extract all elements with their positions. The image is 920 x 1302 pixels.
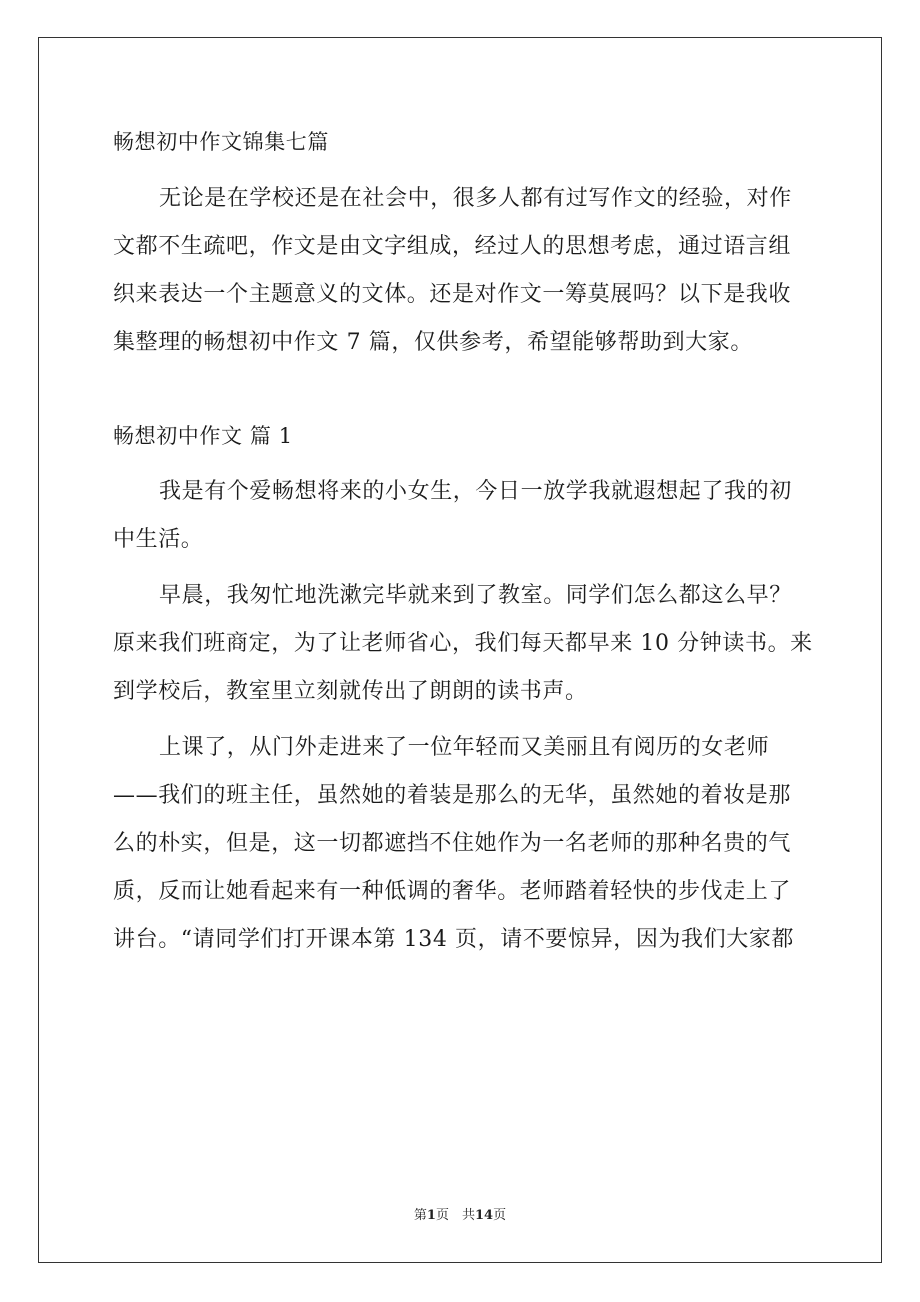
text-line: 上课了，从门外走进来了一位年轻而又美丽且有阅历的女老师 [159, 735, 770, 760]
text-line: 质，反而让她看起来有一种低调的奢华。老师踏着轻快的步伐走上了 [113, 879, 792, 904]
text-line: 原来我们班商定，为了让老师省心，我们每天都早来 10 分钟读书。来 [113, 631, 813, 656]
text-line: 早晨，我匆忙地洗漱完毕就来到了教室。同学们怎么都这么早？ [159, 583, 792, 608]
text-line: ——我们的班主任，虽然她的着装是那么的无华，虽然她的着妆是那 [113, 783, 792, 808]
section-heading: 畅想初中作文 篇 1 [113, 424, 293, 448]
text-line: 么的朴实，但是，这一切都遮挡不住她作为一名老师的那种名贵的气 [113, 831, 792, 856]
intro-paragraph [113, 175, 813, 367]
text-line: 到学校后，教室里立刻就传出了朗朗的读书声。 [113, 679, 588, 704]
footer-suffix: 页 [493, 1208, 507, 1223]
text-line: 讲台。“请同学们打开课本第 134 页，请不要惊异，因为我们大家都 [113, 927, 795, 952]
text-line: 织来表达一个主题意义的文体。还是对作文一筹莫展吗？以下是我收 [113, 282, 792, 307]
text-line: 文都不生疏吧，作文是由文字组成，经过人的思想考虑，通过语言组 [113, 234, 792, 259]
footer-mid: 页 共 [435, 1208, 475, 1223]
footer-total-pages: 14 [474, 1208, 494, 1223]
document-body [113, 118, 813, 972]
footer-prefix: 第 [413, 1208, 427, 1223]
text-line: 无论是在学校还是在社会中，很多人都有过写作文的经验，对作 [159, 186, 792, 211]
section-spacer [113, 375, 813, 412]
text-line: 集整理的畅想初中作文 7 篇，仅供参考，希望能够帮助到大家。 [113, 330, 753, 355]
page-footer [0, 1204, 920, 1223]
document-title: 畅想初中作文锦集七篇 [113, 130, 329, 154]
footer-page-number: 1 [426, 1208, 436, 1223]
paragraph-3 [113, 724, 813, 964]
paragraph-1 [113, 468, 813, 564]
paragraph-2 [113, 572, 813, 716]
text-line: 我是有个爱畅想将来的小女生，今日一放学我就遐想起了我的初 [159, 479, 792, 504]
text-line: 中生活。 [113, 527, 204, 552]
